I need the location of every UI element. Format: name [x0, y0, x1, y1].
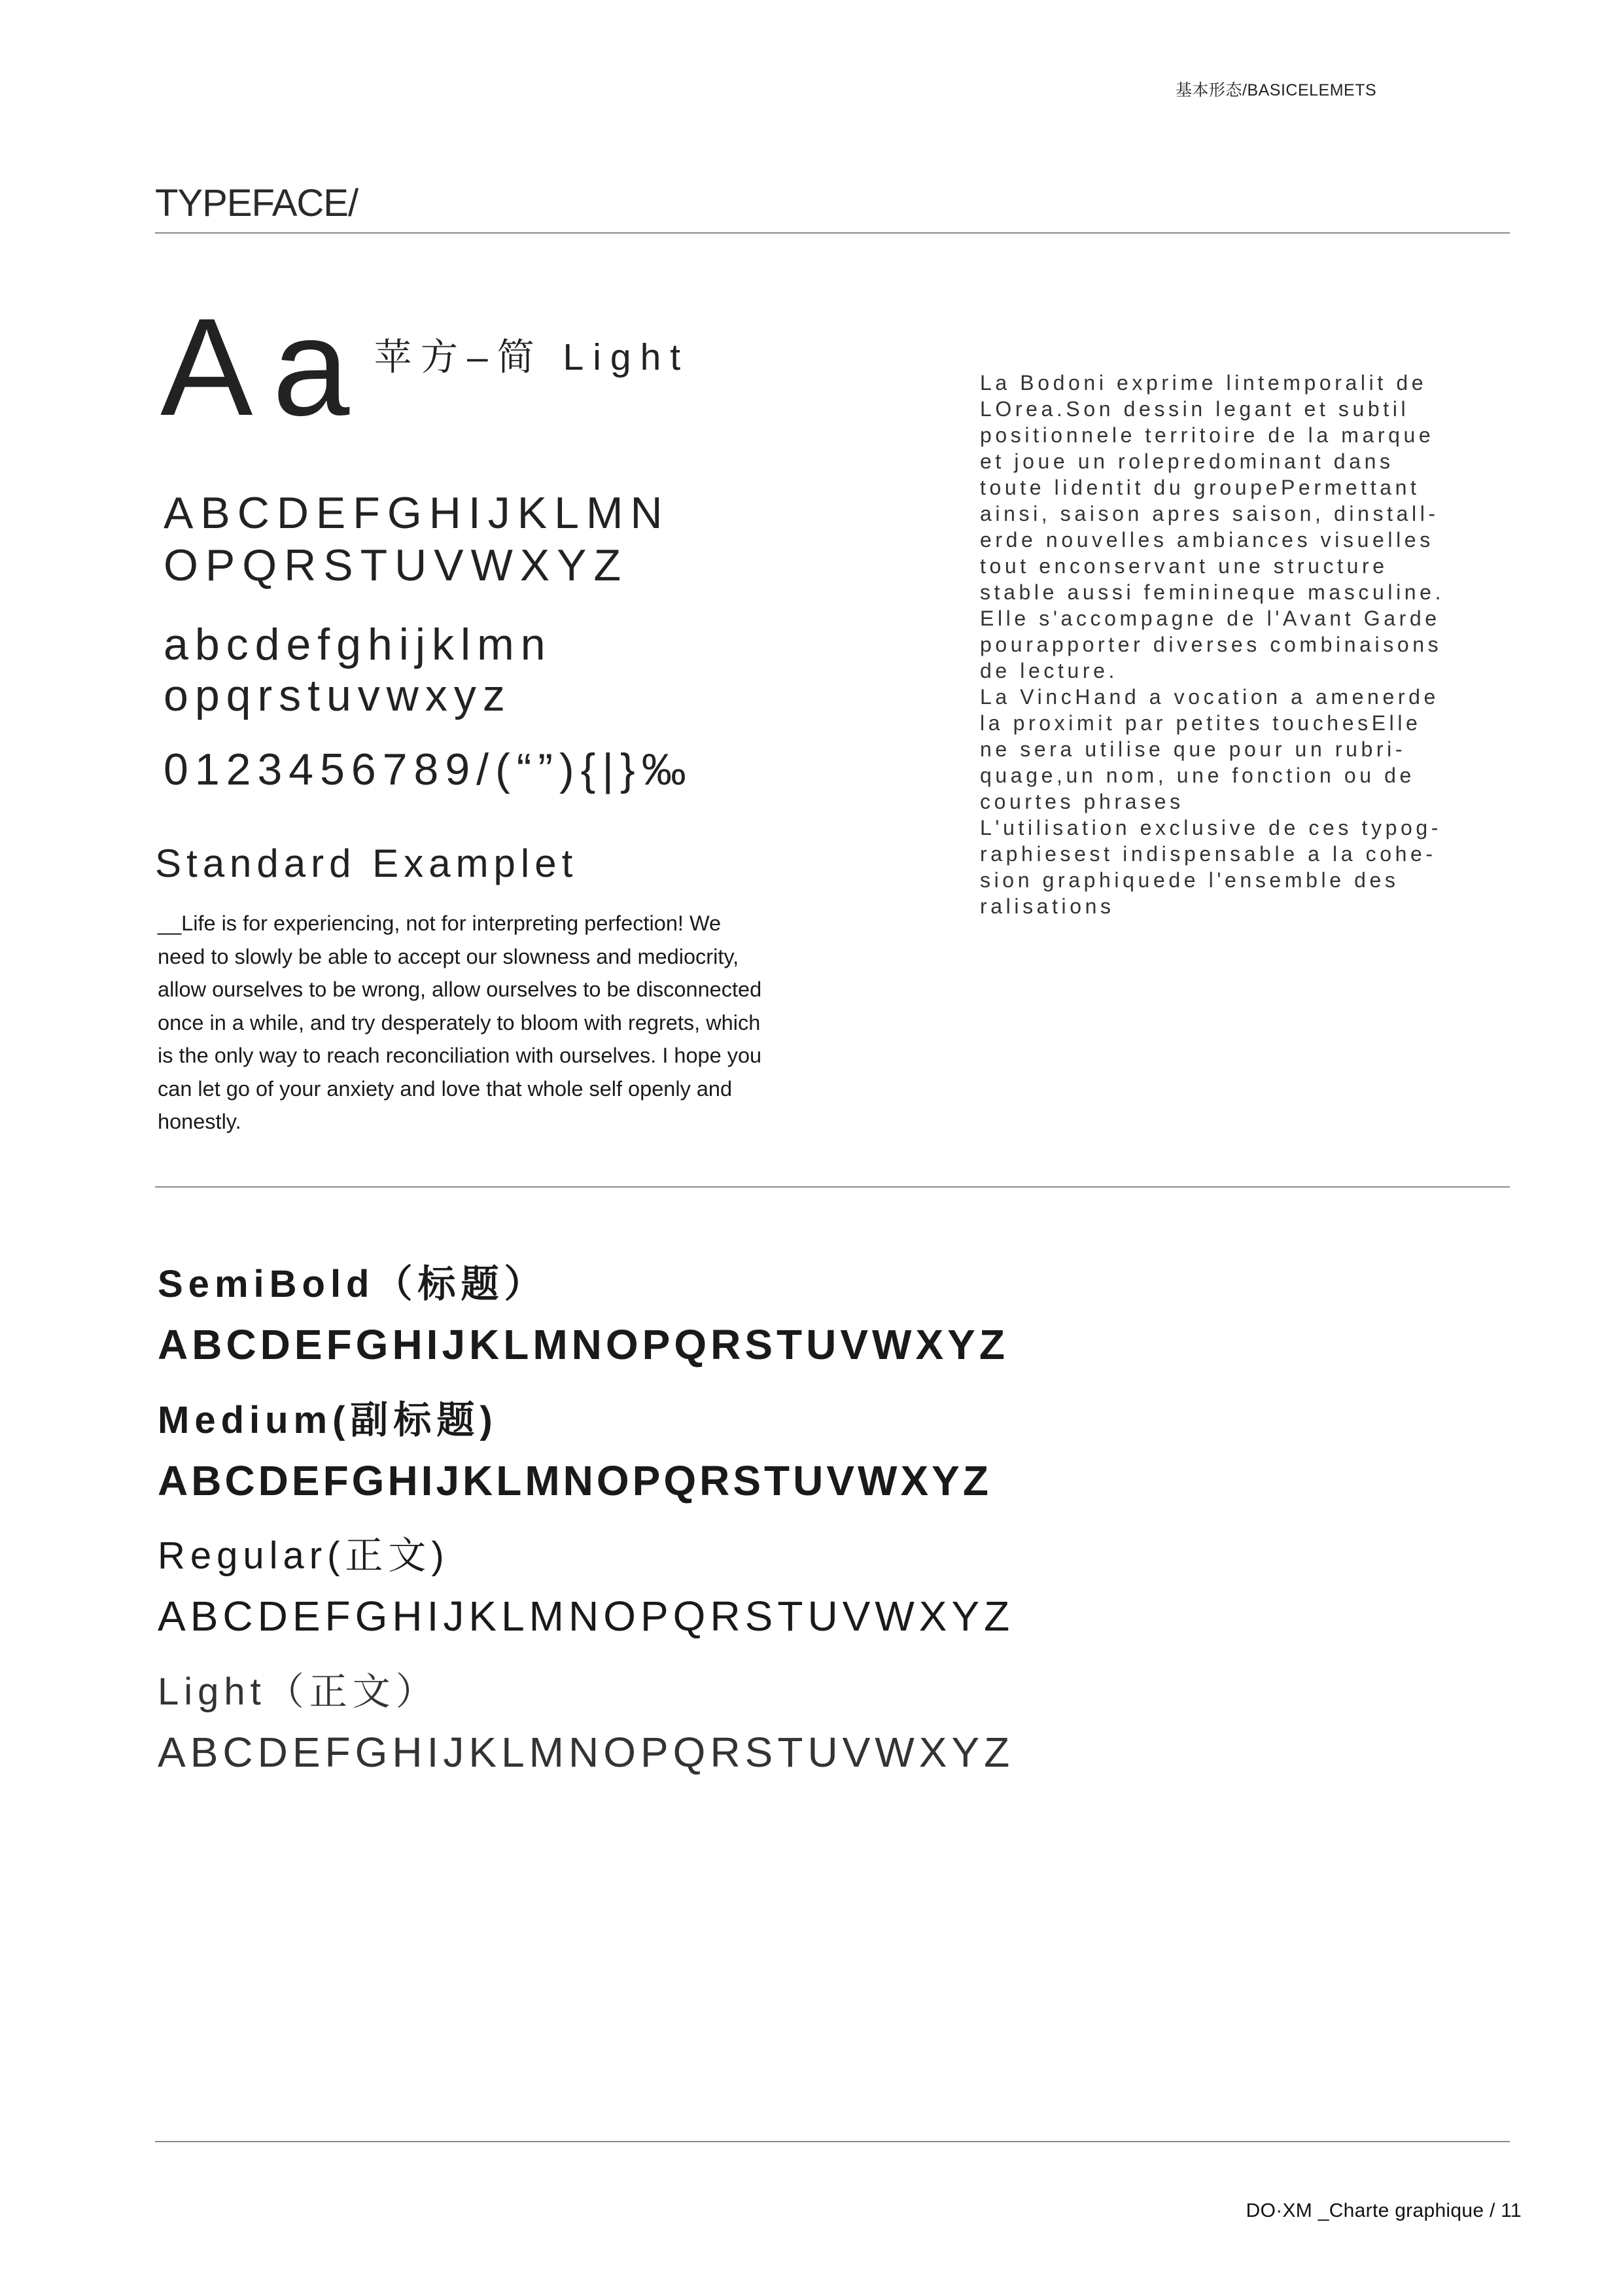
french-line: raphiesest indispensable a la cohe-	[980, 842, 1437, 866]
french-line: LOrea.Son dessin legant et subtil	[980, 397, 1410, 421]
french-line: ralisations	[980, 894, 1115, 918]
standard-example-title: Standard Examplet	[155, 841, 578, 885]
page-title: TYPEFACE/	[155, 182, 358, 224]
standard-example-paragraph	[158, 907, 825, 1139]
specimen-font-name: 苹方–简 Light	[374, 336, 690, 378]
alphabet-regular: ABCDEFGHIJKLMNOPQRSTUVWXYZ	[158, 1593, 1015, 1640]
french-line: La VincHand a vocation a amenerde	[980, 685, 1439, 709]
alphabet-semibold: ABCDEFGHIJKLMNOPQRSTUVWXYZ	[158, 1321, 1009, 1368]
uppercase-glyphs-line-1: ABCDEFGHIJKLMN	[164, 488, 670, 538]
paragraph-line: can let go of your anxiety and love that whole self openly and	[158, 1076, 733, 1101]
french-line: L'utilisation exclusive de ces typog-	[980, 816, 1442, 839]
alphabet-light: ABCDEFGHIJKLMNOPQRSTUVWXYZ	[158, 1729, 1015, 1776]
paragraph-line: __Life is for experiencing, not for interpreting perfection! We	[158, 911, 722, 935]
french-line: courtes phrases	[980, 790, 1184, 813]
french-line: la proximit par petites touchesElle	[980, 711, 1422, 735]
french-line: de lecture.	[980, 659, 1119, 682]
french-line: stable aussi feminineque masculine.	[980, 580, 1445, 604]
alphabet-medium: ABCDEFGHIJKLMNOPQRSTUVWXYZ	[158, 1457, 992, 1504]
weight-label-semibold: SemiBold（标题）	[158, 1263, 548, 1305]
lowercase-glyphs-line-1: abcdefghijklmn	[164, 620, 552, 669]
french-line: La Bodoni exprime lintemporalit de	[980, 371, 1427, 395]
french-line: tout enconservant une structure	[980, 554, 1388, 578]
french-line: quage,un nom, une fonction ou de	[980, 764, 1415, 787]
weight-label-medium: Medium(副标题)	[158, 1399, 498, 1441]
specimen-sample: Aa	[160, 289, 370, 444]
title-divider	[155, 232, 1510, 234]
uppercase-glyphs-line-2: OPQRSTUVWXYZ	[164, 540, 629, 590]
french-line: erde nouvelles ambiances visuelles	[980, 528, 1434, 552]
french-line: toute lidentit du groupePermettant	[980, 476, 1420, 499]
section-divider	[155, 1186, 1510, 1188]
footer-divider	[155, 2141, 1510, 2142]
paragraph-line: once in a while, and try desperately to bloom with regrets, which	[158, 1010, 761, 1034]
paragraph-line: allow ourselves to be wrong, allow ourselves to be disconnected	[158, 978, 762, 1001]
paragraph-line: is the only way to reach reconciliation with ourselves. I hope you	[158, 1044, 762, 1067]
french-line: Elle s'accompagne de l'Avant Garde	[980, 607, 1440, 630]
digits-symbols-glyphs: 0123456789/(“”){|}‰	[164, 745, 693, 794]
paragraph-line: need to slowly be able to accept our slowness and mediocrity,	[158, 944, 739, 968]
section-label: 基本形态/BASICELEMETS	[1176, 81, 1377, 99]
french-line: positionnele territoire de la marque	[980, 423, 1435, 447]
french-line: ne sera utilise que pour un rubri-	[980, 737, 1406, 761]
french-line: et joue un rolepredominant dans	[980, 450, 1394, 473]
french-line: ainsi, saison apres saison, dinstall-	[980, 502, 1439, 525]
footer-page-label: DO·XM _Charte graphique / 11	[1246, 2200, 1522, 2221]
french-body-text	[980, 370, 1523, 919]
french-line: pourapporter diverses combinaisons	[980, 633, 1442, 656]
french-line: sion graphiquede l'ensemble des	[980, 868, 1399, 892]
paragraph-line: honestly.	[158, 1110, 241, 1133]
weight-label-regular: Regular(正文)	[158, 1534, 449, 1577]
lowercase-glyphs-line-2: opqrstuvwxyz	[164, 671, 512, 720]
weight-label-light: Light（正文）	[158, 1670, 439, 1713]
